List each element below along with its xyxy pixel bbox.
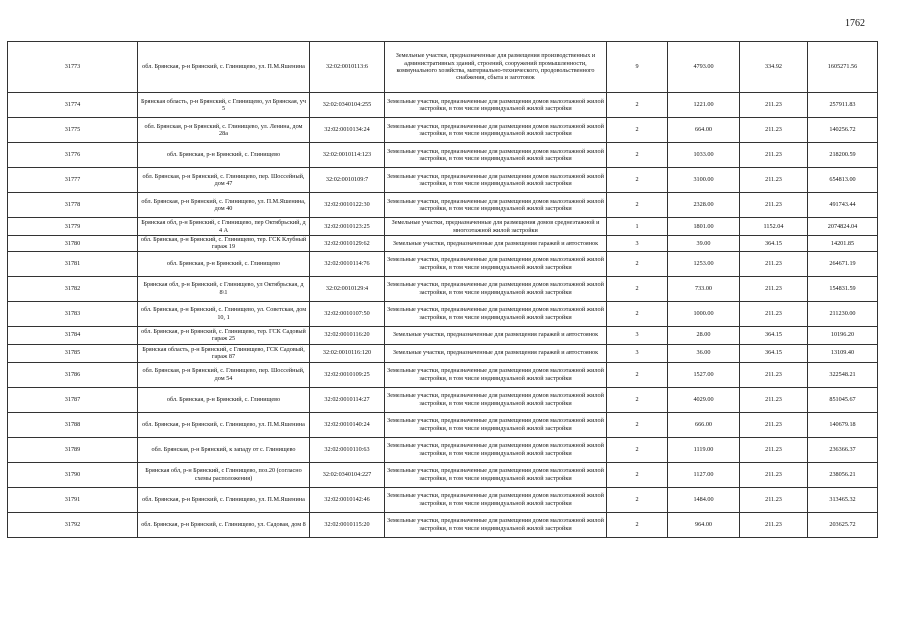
cadastral-number-cell: 32:02:0010116:20 — [310, 326, 385, 344]
table-row — [8, 412, 878, 437]
cadastral-value-cell: 313465.32 — [808, 487, 878, 512]
cadastral-number-cell: 32:02:0010122:30 — [310, 193, 385, 218]
land-use-cell: Земельные участки, предназначенные для размещения домов малоэтажной жилой застройки, в том числе индивидуальной жилой застройки — [385, 193, 607, 218]
unit-value-cell: 211.23 — [740, 437, 808, 462]
unit-value-cell: 211.23 — [740, 387, 808, 412]
cadastral-number-cell: 32:02:0010129:4 — [310, 276, 385, 301]
unit-value-cell: 211.23 — [740, 276, 808, 301]
cadastral-value-cell: 236366.37 — [808, 437, 878, 462]
unit-value-cell: 211.23 — [740, 93, 808, 118]
address-cell: обл. Брянская, р-н Брянский, с. Глинищево, ул. П.М.Яшенина — [138, 412, 310, 437]
address-cell: обл. Брянская, р-н Брянский, с. Глинищево, пер. Шоссейный, дом 47 — [138, 168, 310, 193]
address-cell: обл. Брянская, р-н Брянский, с. Глинищево, ул. Ленина, дом 28а — [138, 118, 310, 143]
address-cell: обл. Брянская, р-н Брянский, с. Глинищево — [138, 251, 310, 276]
table-row — [8, 437, 878, 462]
address-cell: обл. Брянская, р-н Брянский, с. Глинищево, ул. П.М.Яшенина — [138, 487, 310, 512]
group-code-cell: 2 — [607, 487, 668, 512]
table-row — [8, 344, 878, 362]
unit-value-cell: 211.23 — [740, 462, 808, 487]
land-use-cell: Земельные участки, предназначенные для размещения домов малоэтажной жилой застройки, в том числе индивидуальной жилой застройки — [385, 168, 607, 193]
cadastral-value-cell: 218200.59 — [808, 143, 878, 168]
area-cell: 1119.00 — [668, 437, 740, 462]
area-cell: 1000.00 — [668, 301, 740, 326]
unit-value-cell: 211.23 — [740, 412, 808, 437]
area-cell: 3100.00 — [668, 168, 740, 193]
table-row — [8, 251, 878, 276]
row-number-cell: 31775 — [8, 118, 138, 143]
address-cell: Брянская область, р-н Брянский, с Глинищево, ул Брянская, уч 5 — [138, 93, 310, 118]
group-code-cell: 9 — [607, 42, 668, 93]
group-code-cell: 2 — [607, 93, 668, 118]
cadastral-value-cell: 13109.40 — [808, 344, 878, 362]
area-cell: 666.00 — [668, 412, 740, 437]
address-cell: обл. Брянская, р-н Брянский, с. Глинищево, ул. П.М.Яшенина — [138, 42, 310, 93]
cadastral-value-cell: 140679.18 — [808, 412, 878, 437]
land-use-cell: Земельные участки, предназначенные для размещения домов малоэтажной жилой застройки, в том числе индивидуальной жилой застройки — [385, 276, 607, 301]
group-code-cell: 2 — [607, 412, 668, 437]
unit-value-cell: 364.15 — [740, 344, 808, 362]
cadastral-value-cell: 14201.85 — [808, 236, 878, 252]
group-code-cell: 2 — [607, 387, 668, 412]
address-cell: Брянская обл, р-н Брянский, с Глинищево, поз.20 (согласно схемы расположения) — [138, 462, 310, 487]
area-cell: 733.00 — [668, 276, 740, 301]
group-code-cell: 2 — [607, 193, 668, 218]
row-number-cell: 31785 — [8, 344, 138, 362]
area-cell: 1221.00 — [668, 93, 740, 118]
area-cell: 1033.00 — [668, 143, 740, 168]
area-cell: 1484.00 — [668, 487, 740, 512]
cadastral-value-cell: 851045.67 — [808, 387, 878, 412]
table-row — [8, 301, 878, 326]
group-code-cell: 2 — [607, 437, 668, 462]
table-row — [8, 42, 878, 93]
table-row — [8, 218, 878, 236]
unit-value-cell: 211.23 — [740, 118, 808, 143]
unit-value-cell: 211.23 — [740, 512, 808, 537]
group-code-cell: 2 — [607, 118, 668, 143]
area-cell: 4029.00 — [668, 387, 740, 412]
table-row — [8, 118, 878, 143]
land-use-cell: Земельные участки, предназначенные для размещения домов среднеэтажной и многоэтажной жилой застройки — [385, 218, 607, 236]
row-number-cell: 31777 — [8, 168, 138, 193]
cadastral-value-cell: 10196.20 — [808, 326, 878, 344]
cadastral-value-cell: 654813.00 — [808, 168, 878, 193]
table-row — [8, 326, 878, 344]
cadastral-value-cell: 238056.21 — [808, 462, 878, 487]
row-number-cell: 31784 — [8, 326, 138, 344]
land-use-cell: Земельные участки, предназначенные для размещения домов малоэтажной жилой застройки, в том числе индивидуальной жилой застройки — [385, 462, 607, 487]
row-number-cell: 31789 — [8, 437, 138, 462]
cadastral-number-cell: 32:02:0010107:50 — [310, 301, 385, 326]
land-use-cell: Земельные участки, предназначенные для размещения домов малоэтажной жилой застройки, в том числе индивидуальной жилой застройки — [385, 143, 607, 168]
table-row — [8, 236, 878, 252]
cadastral-number-cell: 32:02:0010110:63 — [310, 437, 385, 462]
land-use-cell: Земельные участки, предназначенные для размещения домов малоэтажной жилой застройки, в том числе индивидуальной жилой застройки — [385, 512, 607, 537]
cadastral-number-cell: 32:02:0340104:255 — [310, 93, 385, 118]
table-row — [8, 362, 878, 387]
cadastral-number-cell: 32:02:0010134:24 — [310, 118, 385, 143]
cadastral-value-cell: 491743.44 — [808, 193, 878, 218]
group-code-cell: 2 — [607, 362, 668, 387]
address-cell: обл. Брянская, р-н Брянский, с. Глинищево — [138, 143, 310, 168]
land-use-cell: Земельные участки, предназначенные для размещения гаражей и автостоянок — [385, 236, 607, 252]
area-cell: 1253.00 — [668, 251, 740, 276]
page-number: 1762 — [845, 18, 865, 29]
group-code-cell: 3 — [607, 236, 668, 252]
cadastral-value-table — [7, 41, 878, 538]
unit-value-cell: 1152.04 — [740, 218, 808, 236]
group-code-cell: 1 — [607, 218, 668, 236]
land-use-cell: Земельные участки, предназначенные для размещения домов малоэтажной жилой застройки, в том числе индивидуальной жилой застройки — [385, 251, 607, 276]
row-number-cell: 31791 — [8, 487, 138, 512]
address-cell: обл. Брянская, р-н Брянский, с. Глинищево — [138, 387, 310, 412]
group-code-cell: 2 — [607, 168, 668, 193]
table-body — [8, 42, 878, 538]
cadastral-number-cell: 32:02:0010140:24 — [310, 412, 385, 437]
table-row — [8, 168, 878, 193]
area-cell: 36.00 — [668, 344, 740, 362]
table-row — [8, 93, 878, 118]
land-use-cell: Земельные участки, предназначенные для размещения домов малоэтажной жилой застройки, в том числе индивидуальной жилой застройки — [385, 437, 607, 462]
table-row — [8, 512, 878, 537]
address-cell: Брянская область, р-н Брянский, с Глинищево, ГСК Садовый, гараж 87 — [138, 344, 310, 362]
cadastral-number-cell: 32:02:0010113:6 — [310, 42, 385, 93]
table-row — [8, 276, 878, 301]
row-number-cell: 31774 — [8, 93, 138, 118]
land-use-cell: Земельные участки, предназначенные для размещения домов малоэтажной жилой застройки, в том числе индивидуальной жилой застройки — [385, 301, 607, 326]
area-cell: 4793.00 — [668, 42, 740, 93]
group-code-cell: 2 — [607, 512, 668, 537]
unit-value-cell: 211.23 — [740, 487, 808, 512]
cadastral-number-cell: 32:02:0010123:25 — [310, 218, 385, 236]
address-cell: Брянская обл, р-н Брянский, с Глинищево, пер Октябрьский, д 4 А — [138, 218, 310, 236]
address-cell: обл. Брянская, р-н Брянский, с. Глинищево, ул. Советская, дом 10, 1 — [138, 301, 310, 326]
area-cell: 1527.00 — [668, 362, 740, 387]
table-row — [8, 387, 878, 412]
address-cell: обл. Брянская, р-н Брянский, с. Глинищево, тер. ГСК Садовый гараж 25 — [138, 326, 310, 344]
cadastral-number-cell: 32:02:0010114:123 — [310, 143, 385, 168]
unit-value-cell: 211.23 — [740, 168, 808, 193]
group-code-cell: 2 — [607, 251, 668, 276]
cadastral-value-cell: 154831.59 — [808, 276, 878, 301]
land-use-cell: Земельные участки, предназначенные для размещения производственных и административных зданий, строений, сооружений промышленности, коммунального хозяйства, материально-технического, продовольственного снабжения, сбыта и заготовок — [385, 42, 607, 93]
table-row — [8, 487, 878, 512]
unit-value-cell: 211.23 — [740, 193, 808, 218]
group-code-cell: 3 — [607, 344, 668, 362]
land-use-cell: Земельные участки, предназначенные для размещения домов малоэтажной жилой застройки, в том числе индивидуальной жилой застройки — [385, 387, 607, 412]
unit-value-cell: 364.15 — [740, 326, 808, 344]
cadastral-number-cell: 32:02:0010115:20 — [310, 512, 385, 537]
cadastral-number-cell: 32:02:0010129:62 — [310, 236, 385, 252]
area-cell: 1801.00 — [668, 218, 740, 236]
row-number-cell: 31779 — [8, 218, 138, 236]
row-number-cell: 31773 — [8, 42, 138, 93]
address-cell: обл. Брянская, р-н Брянский, с. Глинищево, пер. Шоссейный, дом 54 — [138, 362, 310, 387]
address-cell: обл. Брянская, р-н Брянский, с. Глинищево, тер. ГСК Клубный гараж 19 — [138, 236, 310, 252]
area-cell: 2328.00 — [668, 193, 740, 218]
unit-value-cell: 364.15 — [740, 236, 808, 252]
cadastral-number-cell: 32:02:0340104:227 — [310, 462, 385, 487]
area-cell: 964.00 — [668, 512, 740, 537]
land-use-cell: Земельные участки, предназначенные для размещения домов малоэтажной жилой застройки, в том числе индивидуальной жилой застройки — [385, 93, 607, 118]
row-number-cell: 31776 — [8, 143, 138, 168]
cadastral-number-cell: 32:02:0010114:27 — [310, 387, 385, 412]
cadastral-number-cell: 32:02:0010142:46 — [310, 487, 385, 512]
group-code-cell: 2 — [607, 143, 668, 168]
cadastral-value-cell: 140256.72 — [808, 118, 878, 143]
cadastral-value-cell: 322548.21 — [808, 362, 878, 387]
row-number-cell: 31778 — [8, 193, 138, 218]
group-code-cell: 2 — [607, 301, 668, 326]
unit-value-cell: 334.92 — [740, 42, 808, 93]
address-cell: Брянская обл, р-н Брянский, с Глинищево, ул Октябрьская, д 8\1 — [138, 276, 310, 301]
area-cell: 39.00 — [668, 236, 740, 252]
table-row — [8, 462, 878, 487]
row-number-cell: 31780 — [8, 236, 138, 252]
land-use-cell: Земельные участки, предназначенные для размещения гаражей и автостоянок — [385, 326, 607, 344]
cadastral-value-cell: 1605271.56 — [808, 42, 878, 93]
row-number-cell: 31783 — [8, 301, 138, 326]
cadastral-value-cell: 257911.83 — [808, 93, 878, 118]
table-row — [8, 193, 878, 218]
unit-value-cell: 211.23 — [740, 301, 808, 326]
cadastral-number-cell: 32:02:0010109:7 — [310, 168, 385, 193]
row-number-cell: 31786 — [8, 362, 138, 387]
group-code-cell: 2 — [607, 276, 668, 301]
area-cell: 28.00 — [668, 326, 740, 344]
cadastral-number-cell: 32:02:0010116:120 — [310, 344, 385, 362]
cadastral-value-cell: 264671.19 — [808, 251, 878, 276]
unit-value-cell: 211.23 — [740, 143, 808, 168]
row-number-cell: 31792 — [8, 512, 138, 537]
cadastral-value-cell: 2074824.04 — [808, 218, 878, 236]
area-cell: 664.00 — [668, 118, 740, 143]
row-number-cell: 31782 — [8, 276, 138, 301]
area-cell: 1127.00 — [668, 462, 740, 487]
group-code-cell: 3 — [607, 326, 668, 344]
group-code-cell: 2 — [607, 462, 668, 487]
unit-value-cell: 211.23 — [740, 362, 808, 387]
unit-value-cell: 211.23 — [740, 251, 808, 276]
cadastral-value-cell: 203625.72 — [808, 512, 878, 537]
address-cell: обл. Брянская, р-н Брянский, к западу от с. Глинищево — [138, 437, 310, 462]
row-number-cell: 31781 — [8, 251, 138, 276]
address-cell: обл. Брянская, р-н Брянский, с. Глинищево, ул. П.М.Яшенина, дом 40 — [138, 193, 310, 218]
land-use-cell: Земельные участки, предназначенные для размещения домов малоэтажной жилой застройки, в том числе индивидуальной жилой застройки — [385, 412, 607, 437]
table-row — [8, 143, 878, 168]
land-use-cell: Земельные участки, предназначенные для размещения гаражей и автостоянок — [385, 344, 607, 362]
row-number-cell: 31788 — [8, 412, 138, 437]
land-use-cell: Земельные участки, предназначенные для размещения домов малоэтажной жилой застройки, в том числе индивидуальной жилой застройки — [385, 118, 607, 143]
cadastral-number-cell: 32:02:0010114:76 — [310, 251, 385, 276]
land-use-cell: Земельные участки, предназначенные для размещения домов малоэтажной жилой застройки, в том числе индивидуальной жилой застройки — [385, 362, 607, 387]
land-use-cell: Земельные участки, предназначенные для размещения домов малоэтажной жилой застройки, в том числе индивидуальной жилой застройки — [385, 487, 607, 512]
row-number-cell: 31790 — [8, 462, 138, 487]
cadastral-value-cell: 211230.00 — [808, 301, 878, 326]
row-number-cell: 31787 — [8, 387, 138, 412]
cadastral-number-cell: 32:02:0010109:25 — [310, 362, 385, 387]
address-cell: обл. Брянская, р-н Брянский, с. Глинищево, ул. Садовая, дом 8 — [138, 512, 310, 537]
